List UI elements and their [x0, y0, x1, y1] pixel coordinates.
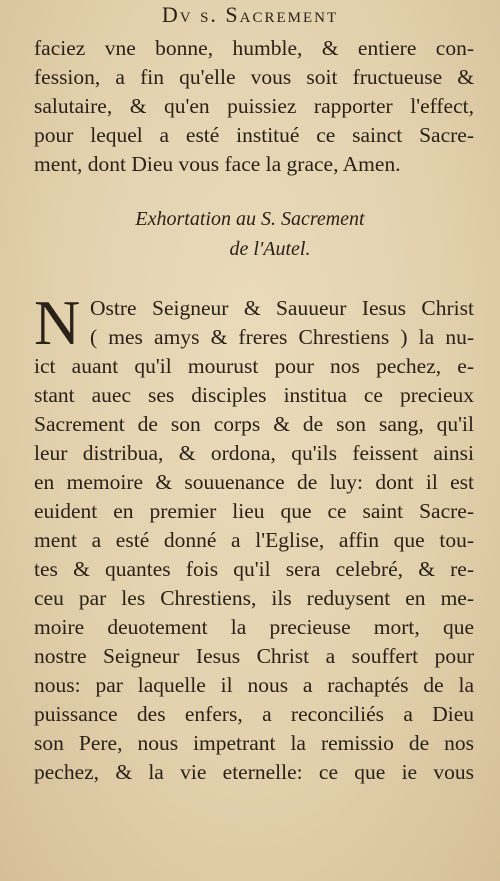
text-line: ment, dont Dieu vous face la grace, Amen. — [34, 152, 401, 176]
text-line: nostre Seigneur Iesus Christ a souffert pour — [34, 644, 474, 668]
text-line: stant auec ses disciples institua ce precieux — [34, 383, 474, 407]
text-line: Sacrement de son corps & de son sang, qu'il — [34, 412, 474, 436]
top-paragraph — [34, 34, 474, 179]
text-line: ict auant qu'il mourust pour nos pechez, e- — [34, 354, 474, 378]
text-line: ( mes amys & freres Chrestiens ) la nu- — [90, 325, 474, 349]
section-heading-continuation: de l'Autel. — [229, 238, 311, 260]
section-heading: Exhortation au S. Sacrement — [135, 208, 365, 230]
text-line: moire deuotement la precieuse mort, que — [34, 615, 474, 639]
text-line: salutaire, & qu'en puissiez rapporter l'effect, — [34, 94, 474, 118]
text-line: faciez vne bonne, humble, & entiere con- — [34, 36, 474, 60]
text-line: pour lequel a esté institué ce sainct Sacre- — [34, 123, 474, 147]
text-line: ment a esté donné a l'Eglise, affin que tou- — [34, 528, 474, 552]
text-line: pechez, & la vie eternelle: ce que ie vous — [34, 760, 474, 784]
text-line: puissance des enfers, a reconciliés a Dieu — [34, 702, 474, 726]
text-line: tes & quantes fois qu'il sera celebré, & re- — [34, 557, 474, 581]
drop-cap: N — [34, 287, 81, 358]
text-line: son Pere, nous impetrant la remissio de nos — [34, 731, 474, 755]
text-line: en memoire & souuenance de luy: dont il est — [34, 470, 474, 494]
text-line: ceu par les Chrestiens, ils reduysent en me- — [34, 586, 474, 610]
running-head: Dv s. Sacrement — [161, 2, 339, 27]
text-line: euident en premier lieu que ce saint Sacre- — [34, 499, 474, 523]
main-paragraph — [34, 287, 474, 787]
text-line: leur distribua, & ordona, qu'ils feissent ainsi — [34, 441, 474, 465]
text-line: Ostre Seigneur & Sauueur Iesus Christ — [90, 296, 474, 320]
text-line: fession, a fin qu'elle vous soit fructueuse & — [34, 65, 474, 89]
text-line: nous: par laquelle il nous a rachaptés de la — [34, 673, 474, 697]
